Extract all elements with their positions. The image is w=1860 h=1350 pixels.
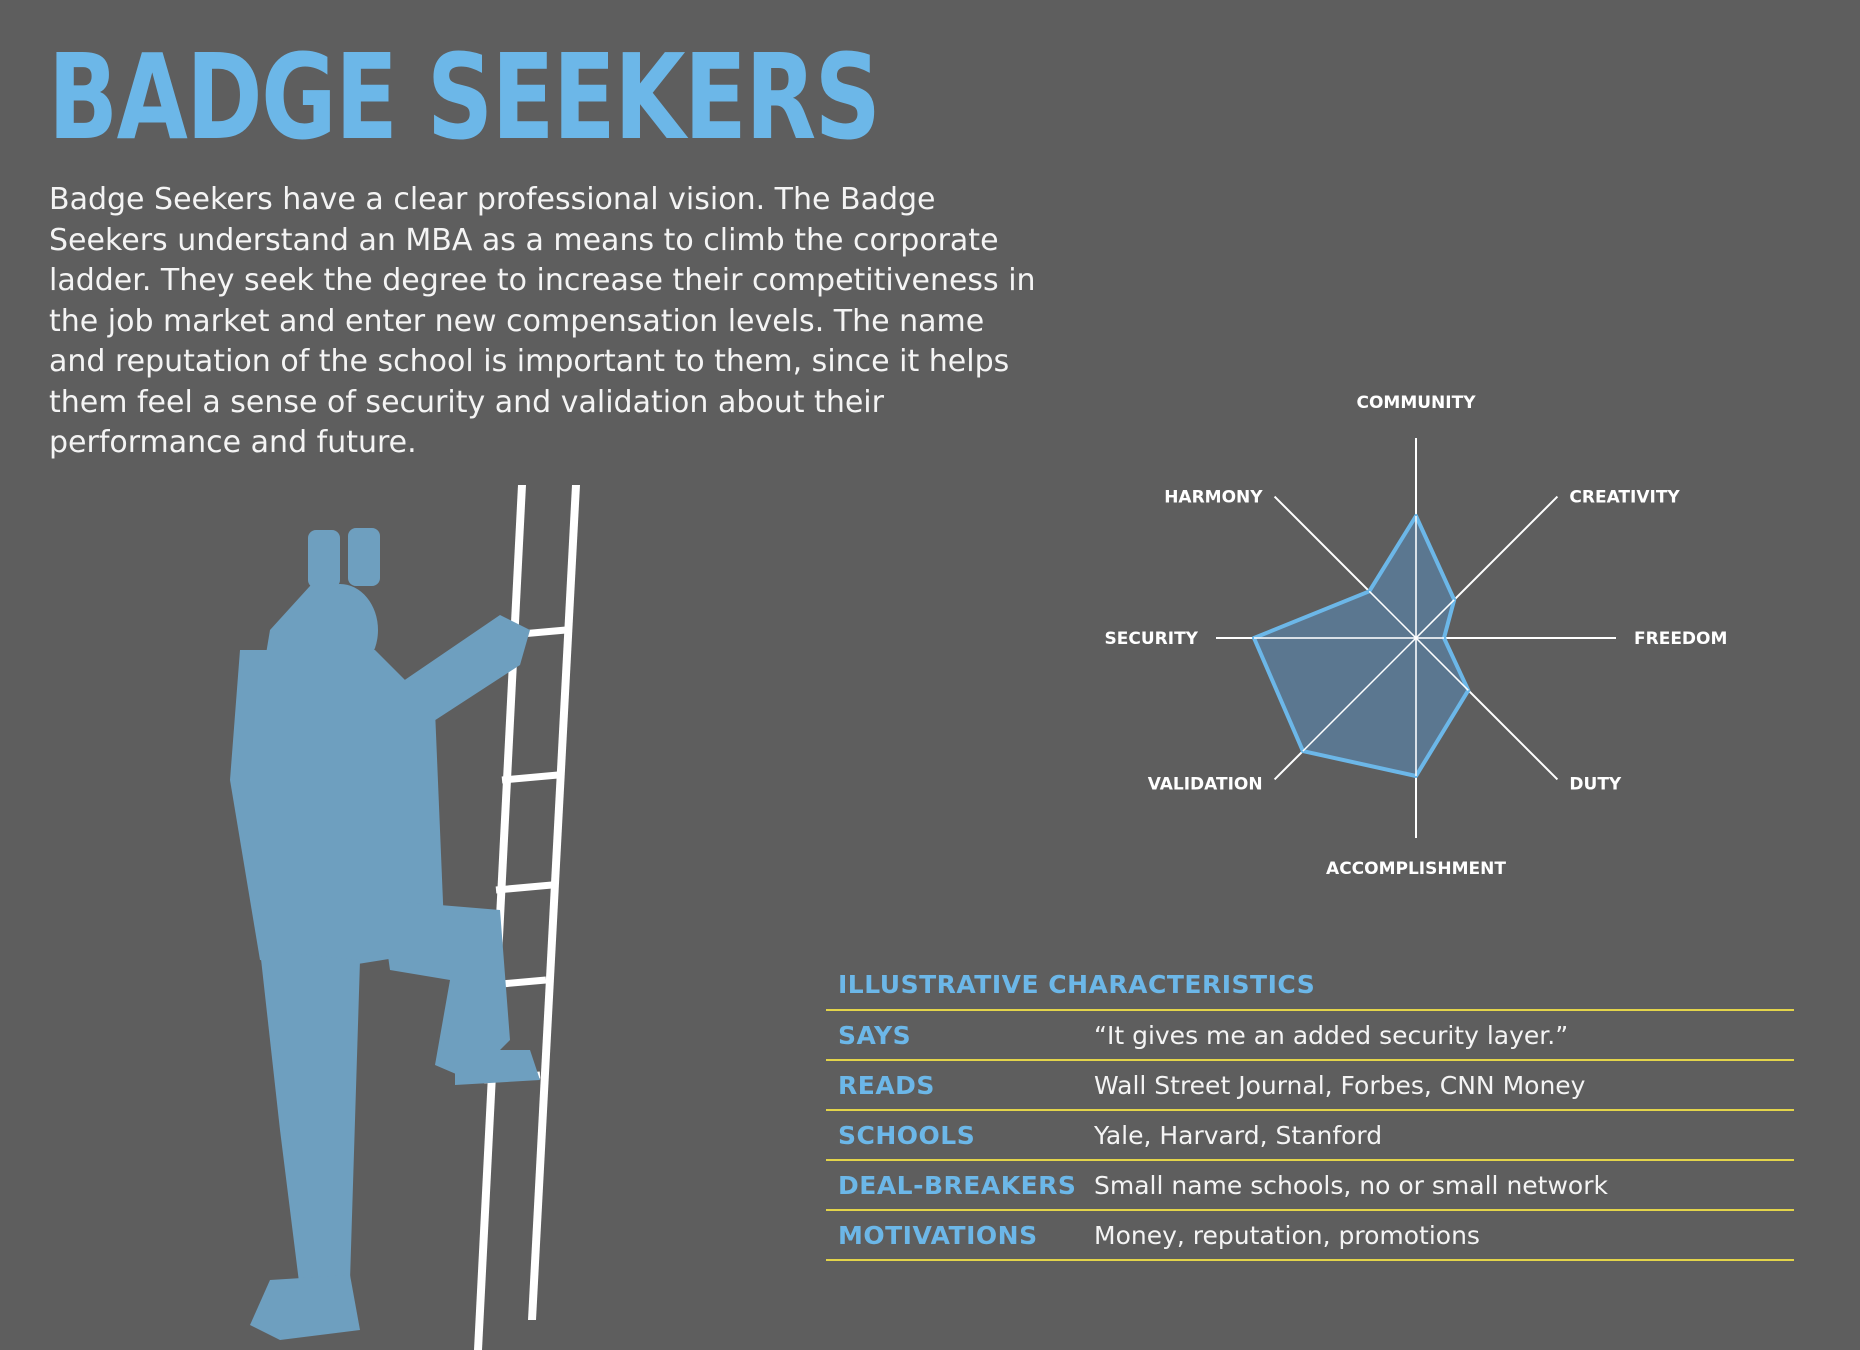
row-label: SCHOOLS (838, 1120, 976, 1150)
row-label: DEAL-BREAKERS (838, 1170, 1077, 1200)
row-value: Money, reputation, promotions (1094, 1220, 1480, 1250)
row-label: SAYS (838, 1020, 912, 1050)
radar-label-freedom: FREEDOM (1634, 629, 1728, 649)
radar-label-harmony: HARMONY (1164, 487, 1263, 508)
row-value: Small name schools, no or small network (1094, 1170, 1608, 1200)
row-label: MOTIVATIONS (838, 1220, 1038, 1250)
values-radar-chart (1050, 360, 1850, 920)
radar-label-accomplishment: ACCOMPLISHMENT (1326, 859, 1506, 879)
radar-label-community: COMMUNITY (1356, 393, 1476, 413)
table-row-says (826, 1011, 1794, 1061)
characteristics-heading: ILLUSTRATIVE CHARACTERISTICS (826, 970, 1794, 1011)
radar-label-validation: VALIDATION (1147, 774, 1263, 795)
row-value: “It gives me an added security layer.” (1094, 1020, 1569, 1050)
radar-label-security: SECURITY (1104, 629, 1198, 649)
table-row-motivations (826, 1211, 1794, 1261)
radar-value-polygon (1254, 516, 1468, 776)
row-value: Yale, Harvard, Stanford (1094, 1120, 1383, 1150)
radar-label-creativity: CREATIVITY (1569, 487, 1680, 508)
characteristics-table (826, 970, 1794, 1261)
row-label: READS (838, 1070, 935, 1100)
table-row-schools (826, 1111, 1794, 1161)
radar-label-duty: DUTY (1569, 774, 1622, 795)
businessman-on-ladder-illustration (200, 480, 620, 1350)
row-value: Wall Street Journal, Forbes, CNN Money (1094, 1070, 1586, 1100)
table-row-deal-breakers (826, 1161, 1794, 1211)
intro-paragraph: Badge Seekers have a clear professional vision. The Badge Seekers understand an MBA as a means to climb the corporate ladder. They seek the degree to increase their competitiveness in the job market and enter new compensation levels. The name and reputation of the school is important to them, since it helps them feel a sense of security and validation about their performance and future. (49, 182, 1036, 460)
table-row-reads (826, 1061, 1794, 1111)
page-title: BADGE SEEKERS (48, 28, 880, 166)
